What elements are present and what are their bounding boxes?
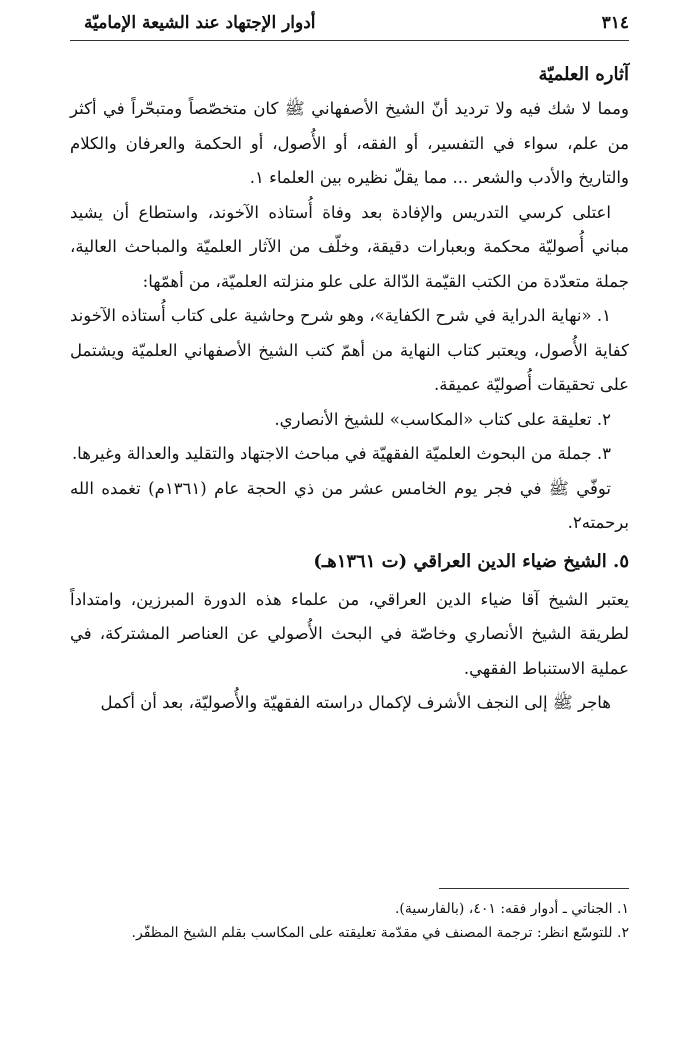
footnotes — [70, 888, 629, 945]
list-item: ١. «نهاية الدراية في شرح الكفاية»، وهو شرح وحاشية على كتاب أُستاذه الآخوند كفاية الأُصول، ويعتبر كتاب النهاية من أهمّ كتب الشيخ الأصفهاني العلميّة ويشتمل على تحقيقات أُصوليّة عميقة. — [70, 306, 629, 394]
footnote-divider — [439, 888, 629, 889]
paragraph: توفّي ﷺ في فجر يوم الخامس عشر من ذي الحجة عام (١٣٦١م) تغمده الله برحمته٢. — [70, 478, 629, 532]
footnote: ٢. للتوسّع انظر: ترجمة المصنف في مقدّمة تعليقته على المكاسب بقلم الشيخ المظفّر. — [131, 925, 629, 941]
section-title: آثاره العلميّة — [538, 64, 629, 85]
person-heading: ٥. الشيخ ضياء الدين العراقي (ت ١٣٦١هـ) — [313, 550, 629, 572]
running-title: أدوار الإجتهاد عند الشيعة الإماميّة — [84, 13, 316, 33]
page-number: ٣١٤ — [601, 13, 629, 33]
paragraph: هاجر ﷺ إلى النجف الأشرف لإكمال دراسته الفقهيّة والأُصوليّة، بعد أن أكمل — [100, 693, 611, 712]
page-header — [70, 6, 629, 41]
page-body — [70, 58, 629, 721]
paragraph: يعتبر الشيخ آقا ضياء الدين العراقي، من علماء هذه الدورة المبرزين، وامتداداً لطريقة الشيخ الأنصاري وخاصّة في البحث الأُصولي عن العناصر المشتركة، في عملية الاستنباط الفقهي. — [70, 589, 629, 678]
footnote: ١. الجناتي ـ أدوار فقه: ٤٠١، (بالفارسية). — [394, 901, 629, 917]
paragraph: اعتلى كرسي التدريس والإفادة بعد وفاة أُستاذه الآخوند، واستطاع أن يشيد مباني أُصوليّة محكمة وبعبارات دقيقة، وخلّف من الآثار العلميّة والمباحث العالية، جملة متعدّدة من الكتب القيّمة الدّالة على علو منزلته العلميّة، من أهمّها: — [70, 202, 629, 291]
list-item: ٢. تعليقة على كتاب «المكاسب» للشيخ الأنصاري. — [274, 409, 611, 429]
list-item: ٣. جملة من البحوث العلميّة الفقهيّة في مباحث الاجتهاد والتقليد والعدالة وغيرها. — [71, 444, 611, 463]
paragraph: ومما لا شك فيه ولا ترديد أنّ الشيخ الأصفهاني ﷺ كان متخصّصاً ومتبحّراً في أكثر من علم، سواء في التفسير، أو الفقه، أو الأُصول، أو الحكمة والعرفان والكلام والتاريخ والأدب والشعر ... مما يقلّ نظيره بين العلماء ١. — [70, 99, 629, 187]
